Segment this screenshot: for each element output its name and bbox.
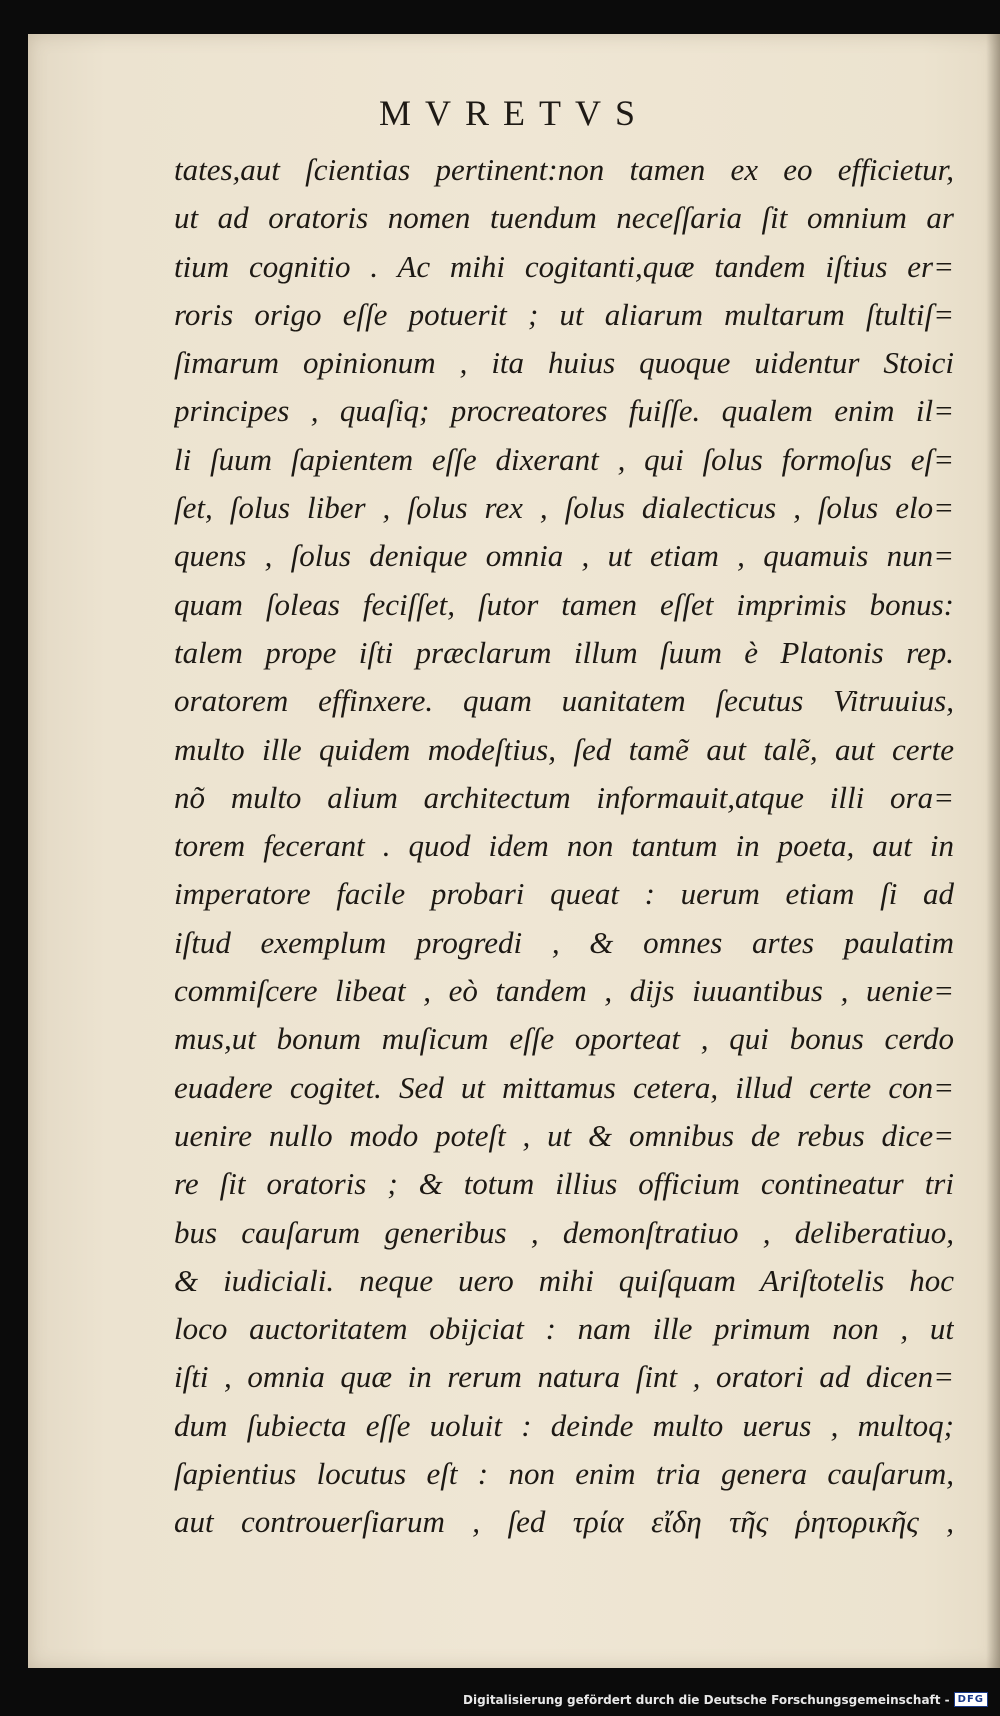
text-line: dum ſubiecta eſſe uoluit : deinde multo uerus , multoq; <box>174 1407 954 1443</box>
text-line: ut ad oratoris nomen tuendum neceſſaria ſit omnium ar <box>174 200 954 236</box>
text-line: aut controuerſiarum , ſed τρία εἴδη τῆς ῥητορικῆς , <box>174 1504 954 1540</box>
text-line: multo ille quidem modeſtius, ſed tamẽ aut talẽ, aut certe <box>174 731 954 767</box>
text-line: & iudiciali. neque uero mihi quiſquam Ariſtotelis hoc <box>174 1262 954 1298</box>
text-line: iſti , omnia quæ in rerum natura ſint , oratori ad dicen= <box>174 1359 954 1395</box>
text-line: ſimarum opinionum , ita huius quoque uidentur Stoici <box>174 345 954 381</box>
text-line: re ſit oratoris ; & totum illius officium contineatur tri <box>174 1166 954 1202</box>
text-line: bus cauſarum generibus , demonſtratiuo , deliberatiuo, <box>174 1214 954 1250</box>
text-line: roris origo eſſe potuerit ; ut aliarum multarum ſtultiſ= <box>174 296 954 332</box>
footer-bar <box>0 1668 1000 1716</box>
text-line: tates,aut ſcientias pertinent:non tamen ex eo efficietur, <box>174 152 954 187</box>
text-line: li ſuum ſapientem eſſe dixerant , qui ſolus formoſus eſ= <box>174 441 954 477</box>
book-page <box>28 34 1000 1668</box>
text-line: torem fecerant . quod idem non tantum in poeta, aut in <box>174 828 954 864</box>
dfg-logo-icon: DFG <box>954 1692 988 1707</box>
funding-credit <box>463 1692 988 1707</box>
text-line: mus,ut bonum muſicum eſſe oporteat , qui bonus cerdo <box>174 1021 954 1057</box>
text-line: commiſcere libeat , eò tandem , dijs iuuantibus , uenie= <box>174 973 954 1009</box>
text-line: tium cognitio . Ac mihi cogitanti,quæ tandem iſtius er= <box>174 248 954 284</box>
body-text <box>174 146 954 1547</box>
text-line: ſet, ſolus liber , ſolus rex , ſolus dialecticus , ſolus elo= <box>174 490 954 526</box>
running-header: MVRETVS <box>378 93 650 133</box>
text-line: quam ſoleas feciſſet, ſutor tamen eſſet imprimis bonus: <box>174 586 954 622</box>
text-line: oratorem effinxere. quam uanitatem ſecutus Vitruuius, <box>174 683 954 719</box>
text-line: ſapientius locutus eſt : non enim tria genera cauſarum, <box>174 1456 954 1492</box>
text-line: uenire nullo modo poteſt , ut & omnibus de rebus dice= <box>174 1117 954 1153</box>
text-line: quens , ſolus denique omnia , ut etiam , quamuis nun= <box>174 538 954 574</box>
text-line: principes , quaſiq; procreatores fuiſſe. qualem enim il= <box>174 393 954 429</box>
text-line: iſtud exemplum progredi , & omnes artes paulatim <box>174 924 954 960</box>
page-edge-shadow <box>986 34 1000 1668</box>
text-line: loco auctoritatem obijciat : nam ille primum non , ut <box>174 1311 954 1347</box>
funding-credit-text: Digitalisierung gefördert durch die Deutsche Forschungsgemeinschaft - <box>463 1692 950 1707</box>
text-line: nõ multo alium architectum informauit,atque illi ora= <box>174 779 954 815</box>
text-line: imperatore facile probari queat : uerum etiam ſi ad <box>174 876 954 912</box>
text-line: euadere cogitet. Sed ut mittamus cetera, illud certe con= <box>174 1069 954 1105</box>
text-line: talem prope iſti præclarum illum ſuum è Platonis rep. <box>174 634 954 670</box>
